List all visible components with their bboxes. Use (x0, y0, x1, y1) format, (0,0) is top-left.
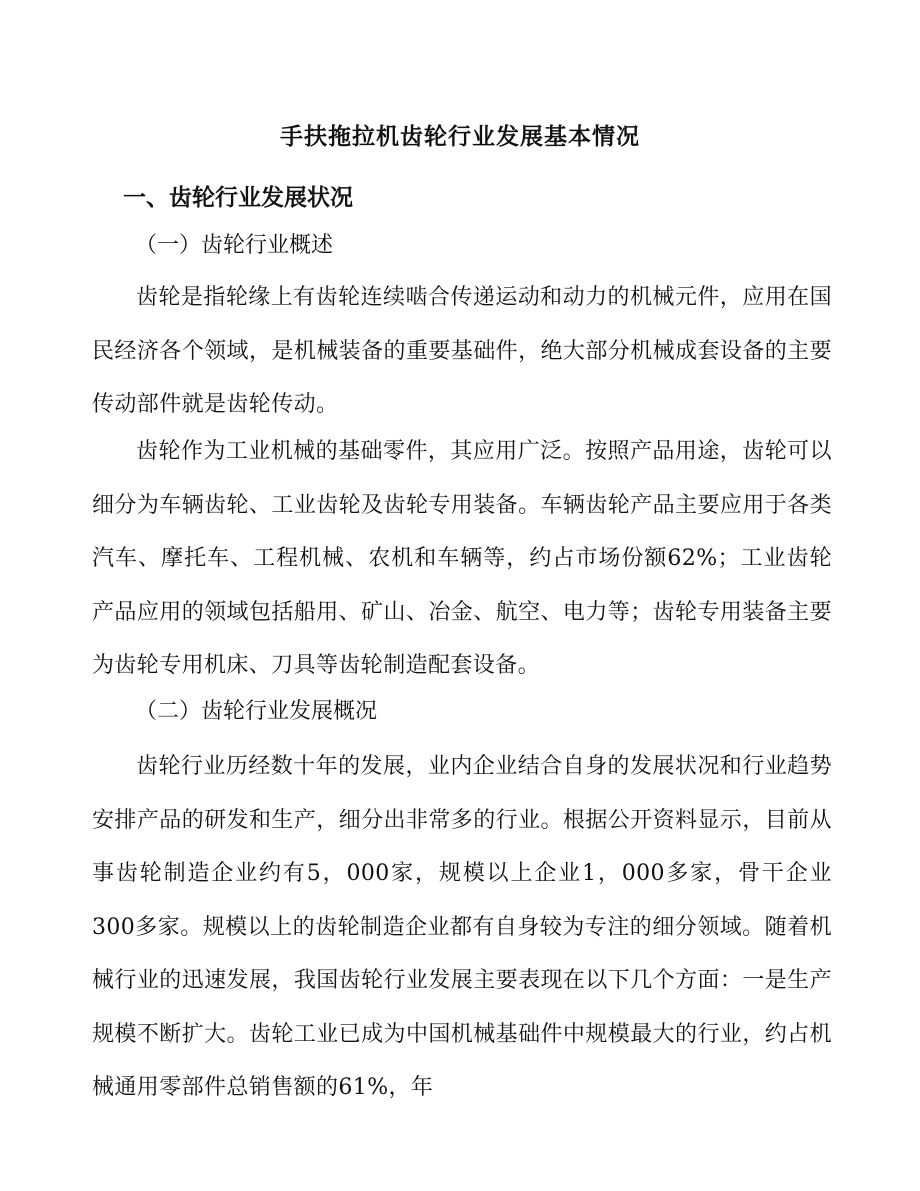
document-title: 手扶拖拉机齿轮行业发展基本情况 (280, 123, 640, 150)
paragraph-gear-definition: 齿轮是指轮缘上有齿轮连续啮合传递运动和动力的机械元件，应用在国民经济各个领域，是机械装备的重要基础件，绝大部分机械成套设备的主要传动部件就是齿轮传动。 (92, 285, 832, 417)
section-heading-1: 一、齿轮行业发展状况 (123, 184, 353, 211)
subsection-heading-1: （一）齿轮行业概述 (135, 233, 334, 258)
paragraph-industry-development: 齿轮行业历经数十年的发展，业内企业结合自身的发展状况和行业趋势安排产品的研发和生产，细分出非常多的行业。根据公开资料显示，目前从事齿轮制造企业约有5，000家，规模以上企业1，000多家，骨干企业300多家。规模以上的齿轮制造企业都有自身较为专注的细分领域。随着机械行业的迅速发展，我国齿轮行业发展主要表现在以下几个方面：一是生产规模不断扩大。齿轮工业已成为中国机械基础件中规模最大的行业，约占机械通用零部件总销售额的61%，年 (92, 754, 832, 1100)
subsection-heading-2: （二）齿轮行业发展概况 (135, 699, 378, 724)
paragraph-gear-applications: 齿轮作为工业机械的基础零件，其应用广泛。按照产品用途，齿轮可以细分为车辆齿轮、工业齿轮及齿轮专用装备。车辆齿轮产品主要应用于各类汽车、摩托车、工程机械、农机和车辆等，约占市场份额62%；工业齿轮产品应用的领域包括船用、矿山、冶金、航空、电力等；齿轮专用装备主要为齿轮专用机床、刀具等齿轮制造配套设备。 (92, 439, 832, 678)
